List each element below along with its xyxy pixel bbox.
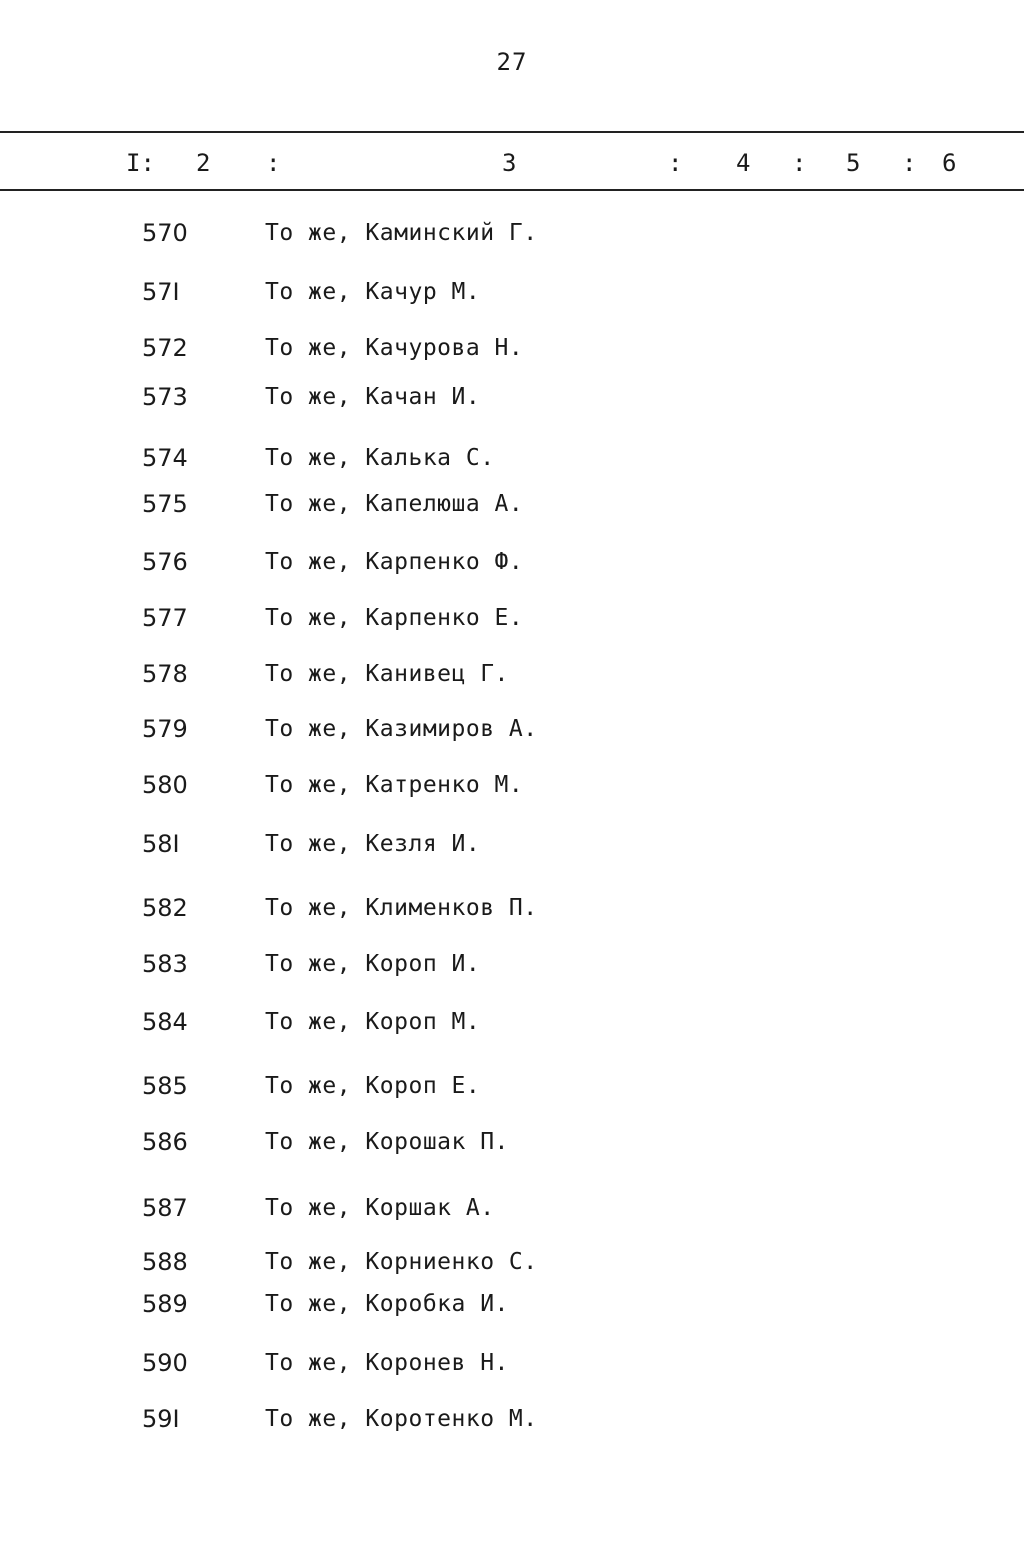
table-row <box>0 712 1024 746</box>
row-number: 583 <box>142 950 188 978</box>
table-row <box>0 1005 1024 1039</box>
row-number: 580 <box>142 771 188 799</box>
row-number: 584 <box>142 1008 188 1036</box>
header-col-1: I: <box>126 149 155 177</box>
row-number: 586 <box>142 1128 188 1156</box>
header-col-4: 4 <box>736 149 751 177</box>
row-number: 575 <box>142 490 188 518</box>
row-number: 578 <box>142 660 188 688</box>
table-row <box>0 827 1024 861</box>
row-number: 574 <box>142 444 188 472</box>
table-row <box>0 1069 1024 1103</box>
row-description: То же, Качур М. <box>265 279 481 305</box>
row-description: То же, Коронев Н. <box>265 1350 509 1376</box>
row-number: 576 <box>142 548 188 576</box>
row-description: То же, Корошак П. <box>265 1129 509 1155</box>
table-row <box>0 1191 1024 1225</box>
row-description: То же, Качурова Н. <box>265 335 524 361</box>
row-description: То же, Карпенко Е. <box>265 605 524 631</box>
row-description: То же, Калька С. <box>265 445 495 471</box>
row-description: То же, Клименков П. <box>265 895 538 921</box>
table-row <box>0 380 1024 414</box>
row-description: То же, Корниенко С. <box>265 1249 538 1275</box>
table-row <box>0 657 1024 691</box>
header-col-5: 5 <box>846 149 861 177</box>
header-col-6: 6 <box>942 149 957 177</box>
row-number: 589 <box>142 1290 188 1318</box>
row-number: 57I <box>142 278 180 306</box>
table-row <box>0 601 1024 635</box>
row-description: То же, Коробка И. <box>265 1291 509 1317</box>
header-col-3: 3 <box>502 149 517 177</box>
row-description: То же, Короп М. <box>265 1009 481 1035</box>
row-number: 590 <box>142 1349 188 1377</box>
row-number: 577 <box>142 604 188 632</box>
table-row <box>0 216 1024 250</box>
row-description: То же, Коршак А. <box>265 1195 495 1221</box>
table-row <box>0 891 1024 925</box>
page-number: 27 <box>496 48 528 76</box>
row-number: 582 <box>142 894 188 922</box>
row-number: 587 <box>142 1194 188 1222</box>
table-row <box>0 1287 1024 1321</box>
row-number: 58I <box>142 830 180 858</box>
row-description: То же, Карпенко Ф. <box>265 549 524 575</box>
row-description: То же, Короп И. <box>265 951 481 977</box>
row-number: 585 <box>142 1072 188 1100</box>
table-row <box>0 331 1024 365</box>
header-separator: : <box>266 149 281 177</box>
header-col-2: 2 <box>196 149 211 177</box>
header-separator: : <box>668 149 683 177</box>
row-description: То же, Казимиров А. <box>265 716 538 742</box>
row-description: То же, Качан И. <box>265 384 481 410</box>
row-number: 572 <box>142 334 188 362</box>
table-row <box>0 1245 1024 1279</box>
table-row <box>0 275 1024 309</box>
table-row <box>0 441 1024 475</box>
row-number: 570 <box>142 219 188 247</box>
table-row <box>0 487 1024 521</box>
row-number: 573 <box>142 383 188 411</box>
table-row <box>0 947 1024 981</box>
row-description: То же, Коротенко М. <box>265 1406 538 1432</box>
table-row <box>0 1346 1024 1380</box>
row-description: То же, Короп Е. <box>265 1073 481 1099</box>
header-separator: : <box>902 149 917 177</box>
table-row <box>0 1402 1024 1436</box>
row-description: То же, Канивец Г. <box>265 661 509 687</box>
row-description: То же, Катренко М. <box>265 772 524 798</box>
row-number: 579 <box>142 715 188 743</box>
row-description: То же, Кезля И. <box>265 831 481 857</box>
table-row <box>0 768 1024 802</box>
row-description: То же, Капелюша А. <box>265 491 524 517</box>
table-row <box>0 1125 1024 1159</box>
row-number: 59I <box>142 1405 180 1433</box>
header-separator: : <box>792 149 807 177</box>
row-description: То же, Каминский Г. <box>265 220 538 246</box>
row-number: 588 <box>142 1248 188 1276</box>
table-row <box>0 545 1024 579</box>
